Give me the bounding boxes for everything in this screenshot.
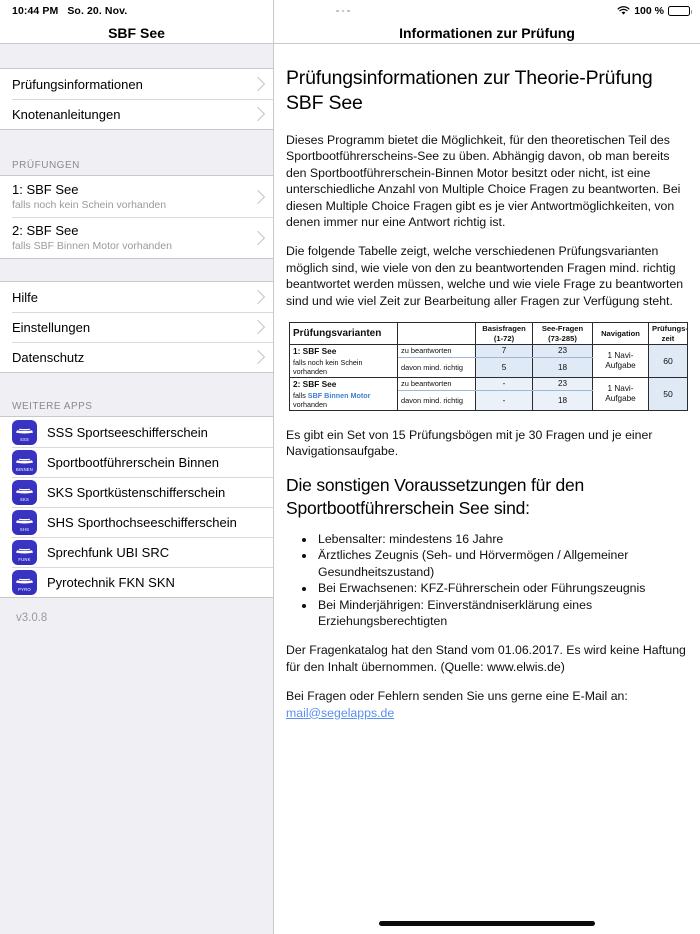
chevron-right-icon (251, 230, 265, 244)
exam-variants-table-wrapper (289, 322, 688, 411)
sidebar-item-app-sss[interactable] (0, 417, 273, 447)
table-row (290, 345, 688, 358)
sidebar-item-label: SHS Sporthochseeschifferschein (47, 514, 237, 530)
sidebar-item-pruefungsinformationen[interactable] (0, 69, 273, 99)
variant-1-basis-2: 5 (476, 357, 533, 378)
boat-app-icon (12, 450, 37, 475)
app-icon-text: PYRO (18, 587, 31, 592)
header-line-2: zeit (661, 333, 675, 343)
sidebar-item-label: Pyrotechnik FKN SKN (47, 574, 175, 590)
sidebar-item-datenschutz[interactable] (0, 342, 273, 372)
paragraph-sets: Es gibt ein Set von 15 Prüfungsbögen mit je 30 Fragen und je einer Navigationsaufgabe. (286, 428, 653, 459)
variant-2-answer-label-1: zu beantworten (398, 378, 476, 391)
app-icon-text: FUNK (18, 557, 31, 562)
contact-text: Bei Fragen oder Fehlern senden Sie uns gerne eine E-Mail an: (286, 689, 628, 704)
sidebar-section-header-pruefungen: PRÜFUNGEN (0, 154, 273, 175)
subtitle-post: vorhanden (293, 400, 327, 410)
status-date: So. 20. Nov. (67, 5, 128, 17)
boat-app-icon (12, 540, 37, 565)
paragraph-contact (286, 688, 688, 721)
chevron-right-icon (251, 189, 265, 203)
battery-percent-label: 100 % (634, 5, 664, 17)
boat-app-icon (12, 420, 37, 445)
nav-line-2: Aufgabe (605, 394, 636, 404)
sidebar-item-app-funk[interactable] (0, 537, 273, 567)
sidebar-section-header-weitere-apps: WEITERE APPS (0, 395, 273, 416)
app-icon-text: SSS (20, 437, 29, 442)
variant-1-see-2: 18 (533, 357, 593, 378)
sidebar-item-exam-2[interactable] (0, 217, 273, 258)
variant-2-name: 2: SBF See (290, 378, 398, 391)
sidebar-item-label: Datenschutz (12, 349, 85, 365)
table-row (290, 378, 688, 391)
sidebar-item-label: Einstellungen (12, 319, 91, 335)
sidebar-item-label: 2: SBF See (12, 223, 79, 238)
variant-2-see-2: 18 (533, 390, 593, 411)
variant-2-see-1: 23 (533, 378, 593, 391)
table-header-blank (398, 323, 476, 345)
nav-line-2: Aufgabe (605, 361, 636, 371)
app-version-label: v3.0.8 (0, 598, 273, 624)
variant-1-basis-1: 7 (476, 345, 533, 358)
sidebar-item-label: 1: SBF See (12, 182, 79, 197)
variant-1-subtitle: falls noch kein Schein vorhanden (290, 357, 398, 378)
sidebar-title: SBF See (108, 25, 165, 41)
sidebar-spacer-1 (0, 130, 273, 154)
paragraph-catalog-disclaimer: Der Fragenkatalog hat den Stand vom 01.06.2017. Es wird keine Haftung für den Inhalt übernommen. (Quelle: www.elwis.de) (286, 643, 686, 674)
main-navbar-title: Informationen zur Prüfung (399, 25, 575, 41)
table-header-row (290, 323, 688, 345)
table-header-seefragen (533, 323, 593, 345)
variant-2-subtitle (290, 390, 398, 411)
sidebar-item-app-pyro[interactable] (0, 567, 273, 597)
sidebar-scroll[interactable] (0, 44, 273, 934)
table-header-pruefungszeit (649, 323, 688, 345)
sidebar-group-exams (0, 175, 273, 259)
sidebar-group-apps (0, 416, 273, 598)
subtitle-pre: falls (293, 391, 308, 401)
list-item: • Ärztliches Zeugnis (Seh- und Hörvermögen / Allgemeiner Gesundheitszustand) (316, 547, 688, 580)
sidebar-item-app-shs[interactable] (0, 507, 273, 537)
sidebar-item-hilfe[interactable] (0, 282, 273, 312)
variant-1-answer-label-2: davon mind. richtig (398, 357, 476, 378)
paragraph-table-intro: Die folgende Tabelle zeigt, welche verschiedenen Prüfungsvarianten möglich sind, wie viele von den zu beantwortenden Fragen mind. richtig beantwortet werden müssen, welche und wie viele Frage zu beantworten sind und wie viel Zeit zur Bearbeitung aller Fragen zur Verfügung steht. (286, 244, 684, 308)
header-line-1: Prüfungs- (652, 324, 688, 334)
sidebar-group-info (0, 68, 273, 130)
wifi-icon (617, 6, 630, 16)
main-navbar (274, 22, 700, 44)
chevron-right-icon (251, 107, 265, 121)
sidebar-item-label: SKS Sportküstenschifferschein (47, 484, 226, 500)
article-content[interactable] (274, 44, 700, 934)
sidebar-item-exam-1[interactable] (0, 176, 273, 217)
email-link[interactable]: mail@segelapps.de (286, 705, 395, 720)
list-item: • Lebensalter: mindestens 16 Jahre (316, 531, 688, 547)
sidebar-item-app-sks[interactable] (0, 477, 273, 507)
list-item: • Bei Erwachsenen: KFZ-Führerschein oder Führungszeugnis (316, 580, 688, 596)
list-item: • Bei Minderjährigen: Einverständniserklärung eines Erziehungsberechtigten (316, 597, 688, 630)
variant-1-time: 60 (649, 345, 688, 378)
nav-line-1: 1 Navi- (607, 384, 634, 394)
table-head (290, 323, 688, 345)
status-time: 10:44 PM (12, 5, 59, 17)
exam-variants-table (289, 322, 688, 411)
main-pane (274, 0, 700, 934)
home-indicator[interactable] (379, 921, 595, 926)
sidebar-status-bar (0, 0, 273, 22)
sidebar-item-sublabel: falls noch kein Schein vorhanden (12, 199, 167, 211)
chevron-right-icon (251, 77, 265, 91)
boat-app-icon (12, 480, 37, 505)
sidebar-item-label: Sprechfunk UBI SRC (47, 544, 170, 560)
sidebar-group-settings (0, 281, 273, 373)
sidebar-navbar (0, 22, 273, 44)
chevron-right-icon (251, 320, 265, 334)
variant-1-see-1: 23 (533, 345, 593, 358)
header-line-2: (73-285) (548, 333, 577, 343)
header-line-1: Basisfragen (482, 324, 526, 334)
sidebar-item-knotenanleitungen[interactable] (0, 99, 273, 129)
variant-2-basis-1: - (476, 378, 533, 391)
section-heading-requirements: Die sonstigen Voraussetzungen für den Sportbootführerschein See sind: (286, 474, 585, 518)
sidebar-item-sublabel: falls SBF Binnen Motor vorhanden (12, 240, 172, 252)
nav-line-1: 1 Navi- (607, 351, 634, 361)
table-header-variants: Prüfungsvarianten (290, 323, 398, 345)
chevron-right-icon (251, 350, 265, 364)
status-right-cluster (617, 5, 690, 17)
main-status-bar (274, 0, 700, 22)
variant-1-name: 1: SBF See (290, 345, 398, 358)
variant-1-navigation (593, 345, 649, 378)
sidebar-top-spacer (0, 44, 273, 68)
sidebar-item-label: Sportbootführerschein Binnen (47, 454, 220, 470)
table-body (290, 345, 688, 411)
variant-1-answer-label-1: zu beantworten (398, 345, 476, 358)
variant-2-navigation (593, 378, 649, 411)
requirements-list (286, 531, 688, 629)
sidebar-spacer-3 (0, 373, 273, 395)
sidebar-item-label: Prüfungsinformationen (12, 76, 143, 92)
paragraph-intro: Dieses Programm bietet die Möglichkeit, für den theoretischen Teil des Sportbootführerscheins-See zu üben. Abhängig davon, ob man bereits den Sportbootführerschein-Binnen Motor besitzt oder nicht, ist eine unterschiedliche Anzahl von Multiple Choice Fragen zu beantworten. Bei diesen Multiple Choice Fragen gibt es je vier Antwortmöglichkeiten, von denen immer nur eine Antwort richtig ist. (286, 133, 681, 230)
sidebar-item-label: Knotenanleitungen (12, 106, 121, 122)
multitask-handle-dots-icon[interactable] (336, 10, 350, 13)
app-icon-text: SHS (19, 527, 30, 532)
sidebar-spacer-2 (0, 259, 273, 281)
variant-2-answer-label-2: davon mind. richtig (398, 390, 476, 411)
sidebar-item-label: SSS Sportseeschifferschein (47, 424, 208, 440)
variant-2-basis-2: - (476, 390, 533, 411)
sidebar-item-label: Hilfe (12, 289, 39, 305)
boat-app-icon (12, 570, 37, 595)
header-line-1: See-Fragen (541, 324, 584, 334)
page-title: Prüfungsinformationen zur Theorie-Prüfung SBF See (286, 67, 653, 114)
app-icon-text: SKS (20, 497, 29, 502)
chevron-right-icon (251, 290, 265, 304)
subtitle-highlight: SBF Binnen Motor (307, 391, 371, 401)
sidebar (0, 0, 274, 934)
sidebar-item-einstellungen[interactable] (0, 312, 273, 342)
sidebar-item-app-binnen[interactable] (0, 447, 273, 477)
battery-full-icon (668, 6, 690, 16)
table-header-navigation: Navigation (593, 323, 649, 345)
app-icon-text: BINNEN (15, 467, 34, 472)
header-line-2: (1-72) (493, 333, 515, 343)
variant-2-time: 50 (649, 378, 688, 411)
boat-app-icon (12, 510, 37, 535)
table-header-basisfragen (476, 323, 533, 345)
